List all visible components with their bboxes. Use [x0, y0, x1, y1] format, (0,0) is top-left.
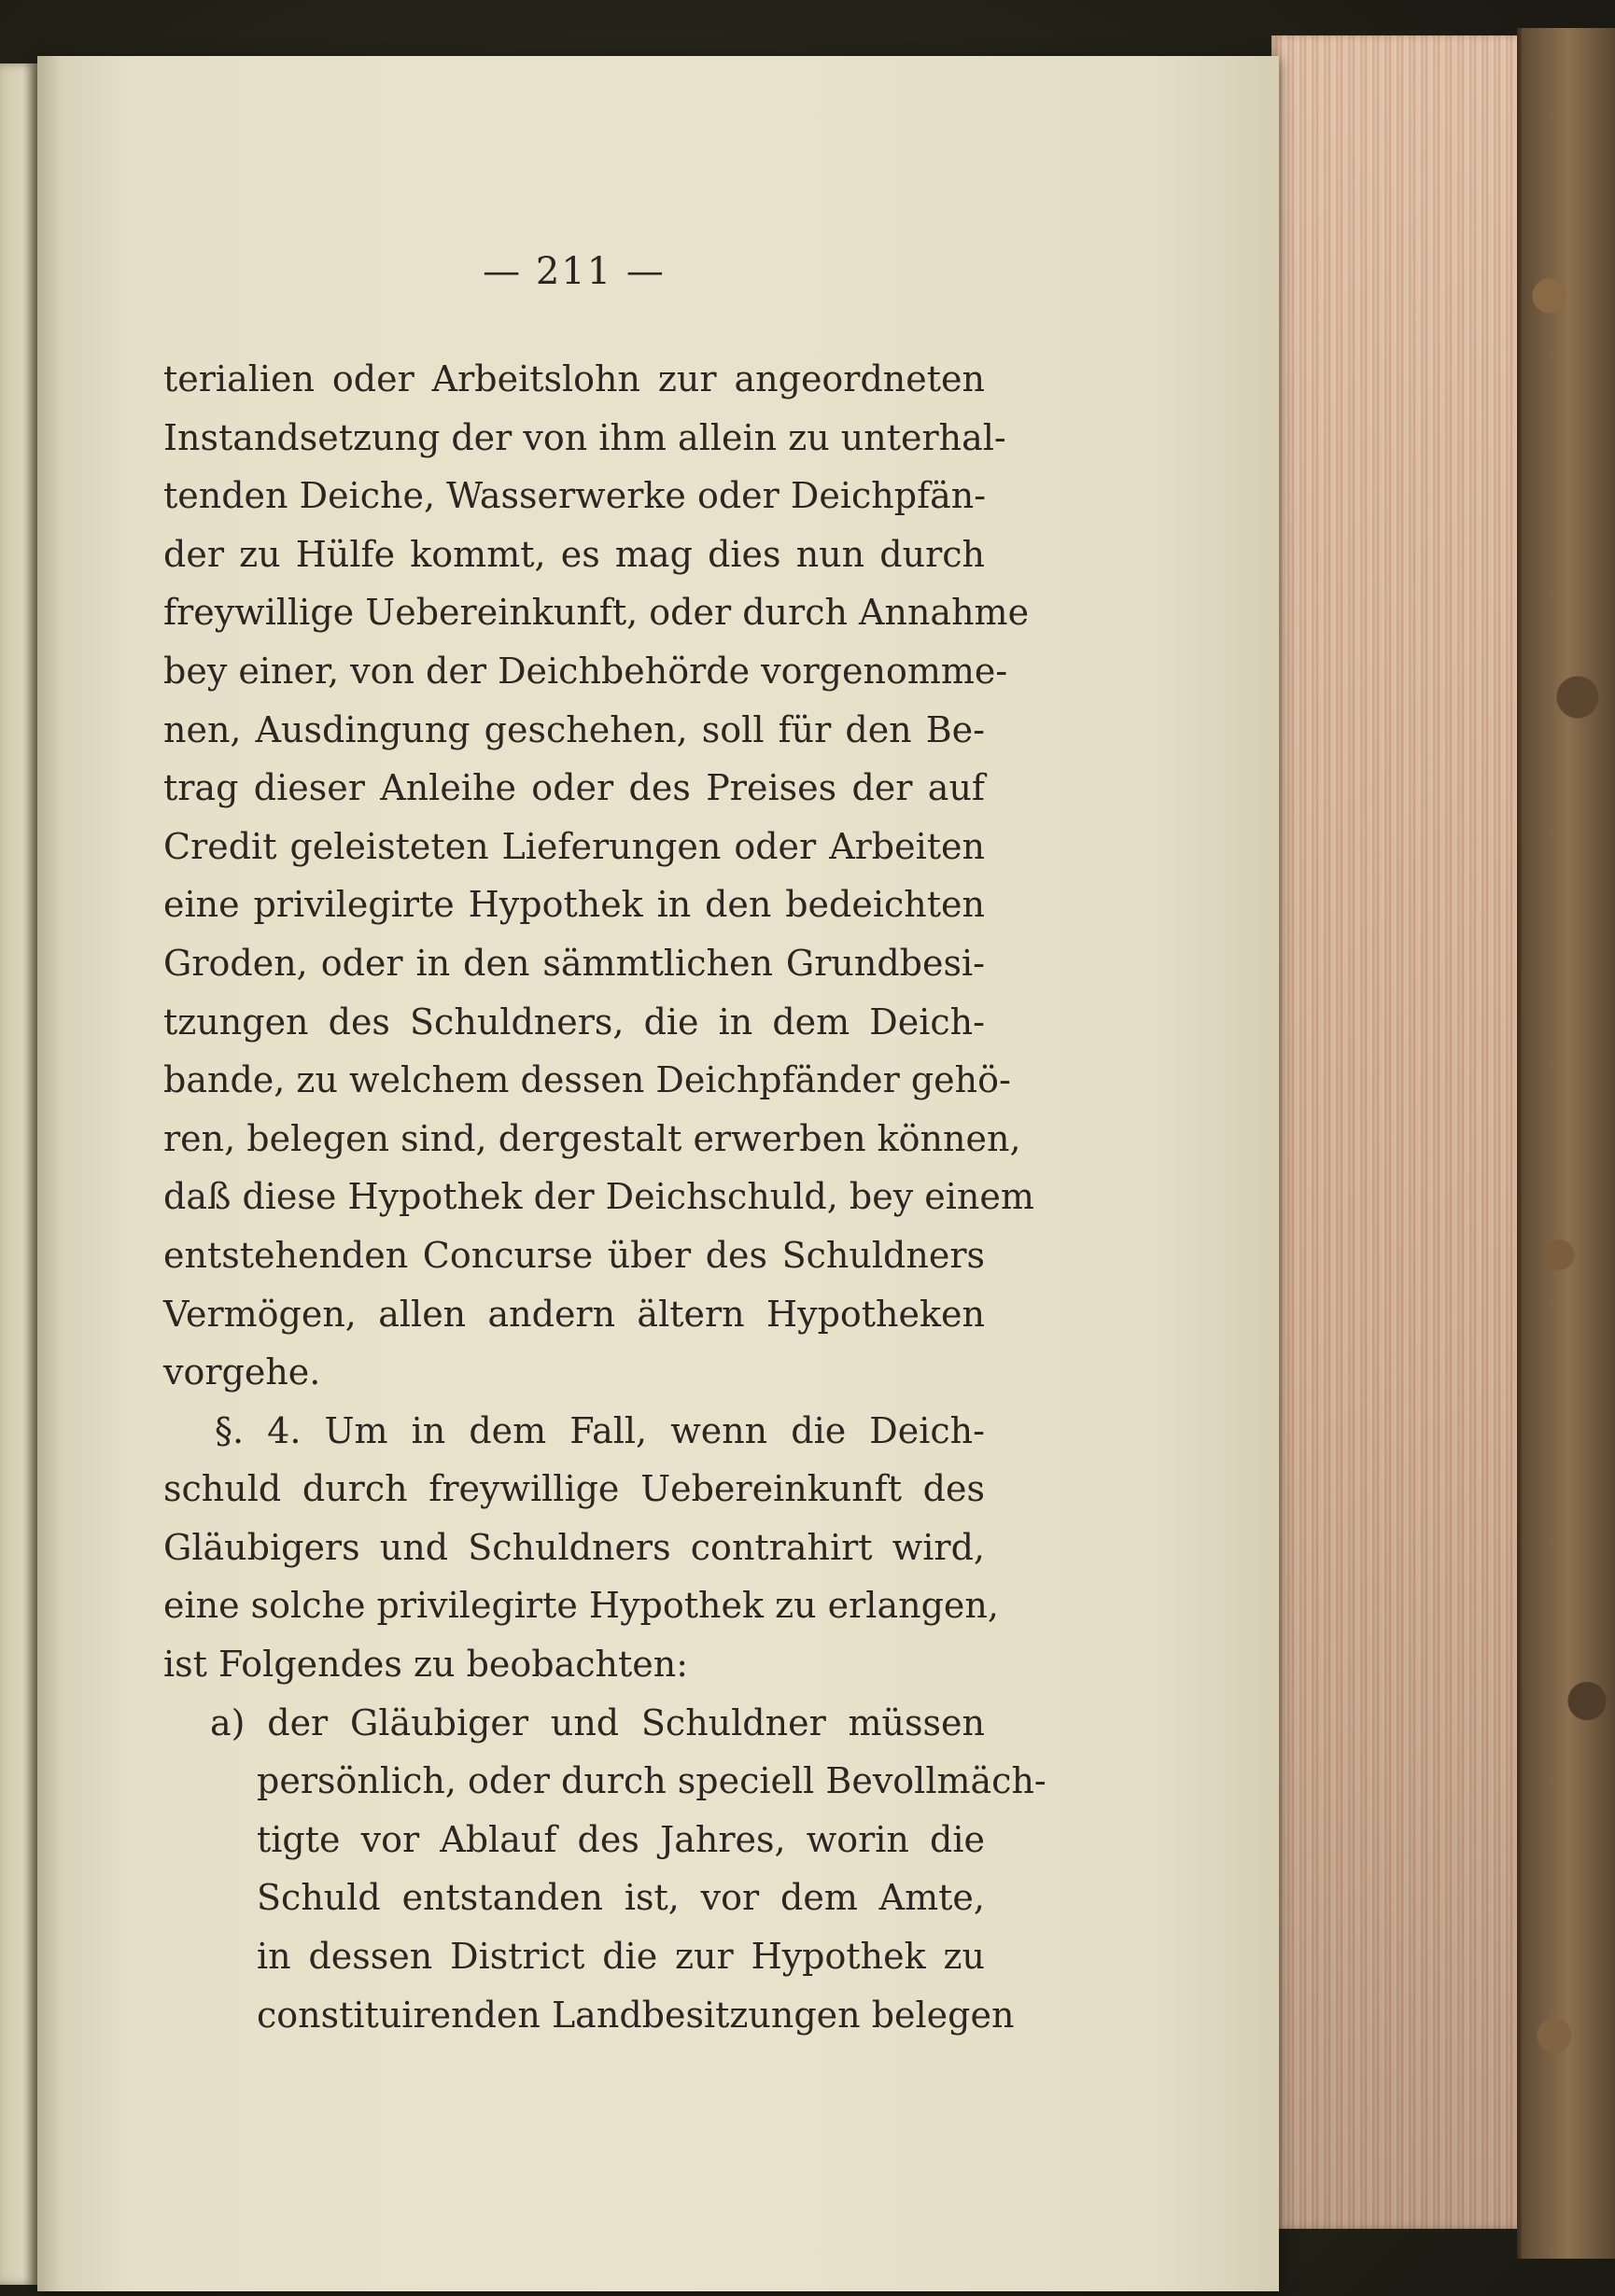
- text-line: ist Folgendes zu beobachten:: [163, 1644, 689, 1686]
- text-line: entstehenden Concurse über des Schuldners: [163, 1234, 985, 1276]
- marbled-cover-board: [1522, 28, 1615, 2259]
- text-line: Instandsetzung der von ihm allein zu unterhal-: [163, 416, 1006, 458]
- text-line: Gläubigers und Schuldners contrahirt wird,: [163, 1526, 985, 1568]
- list-item-text-line: persönlich, oder durch speciell Bevollmäch-: [257, 1760, 1046, 1802]
- list-item-a: a) der Gläubiger und Schuldner müssen: [210, 1701, 985, 1743]
- text-line: tzungen des Schuldners, die in dem Deich-: [163, 1001, 985, 1043]
- text-line: der zu Hülfe kommt, es mag dies nun durch: [163, 533, 985, 575]
- text-line: Groden, oder in den sämmtlichen Grundbesi-: [163, 942, 985, 984]
- text-line: nen, Ausdingung geschehen, soll für den Be-: [163, 708, 985, 750]
- text-line: freywillige Uebereinkunft, oder durch Annahme: [163, 592, 1030, 634]
- page-number: — 211 —: [483, 250, 666, 293]
- text-line: ren, belegen sind, dergestalt erwerben können,: [163, 1117, 1021, 1159]
- list-item-text-line: Schuld entstanden ist, vor dem Amte,: [257, 1877, 985, 1919]
- section-heading-line: §. 4. Um in dem Fall, wenn die Deich-: [215, 1409, 985, 1451]
- text-line: trag dieser Anleihe oder des Preises der auf: [163, 767, 985, 809]
- text-line: bey einer, von der Deichbehörde vorgenomme-: [163, 650, 1008, 692]
- text-line: bande, zu welchem dessen Deichpfänder gehö-: [163, 1059, 1011, 1101]
- text-line: vorgehe.: [163, 1351, 321, 1393]
- fore-edge-shading: [1271, 35, 1542, 2229]
- list-item-text-line: in dessen District die zur Hypothek zu: [257, 1936, 985, 1978]
- text-line: tenden Deiche, Wasserwerke oder Deichpfän-: [163, 475, 987, 517]
- text-line: terialien oder Arbeitslohn zur angeordneten: [163, 358, 985, 399]
- text-line: Credit geleisteten Lieferungen oder Arbeiten: [163, 825, 985, 867]
- verso-page-edge: [0, 63, 37, 2285]
- list-item-text-line: constituirenden Landbesitzungen belegen: [257, 1994, 1015, 2036]
- text-line: Vermögen, allen andern ältern Hypotheken: [163, 1293, 985, 1335]
- list-item-text-line: tigte vor Ablauf des Jahres, worin die: [257, 1818, 985, 1860]
- text-line: daß diese Hypothek der Deichschuld, bey einem: [163, 1176, 1034, 1218]
- body-text: [163, 350, 1046, 2044]
- text-line: eine privilegirte Hypothek in den bedeichten: [163, 884, 985, 926]
- text-line: schuld durch freywillige Uebereinkunft des: [163, 1468, 985, 1510]
- text-line: eine solche privilegirte Hypothek zu erlangen,: [163, 1585, 999, 1627]
